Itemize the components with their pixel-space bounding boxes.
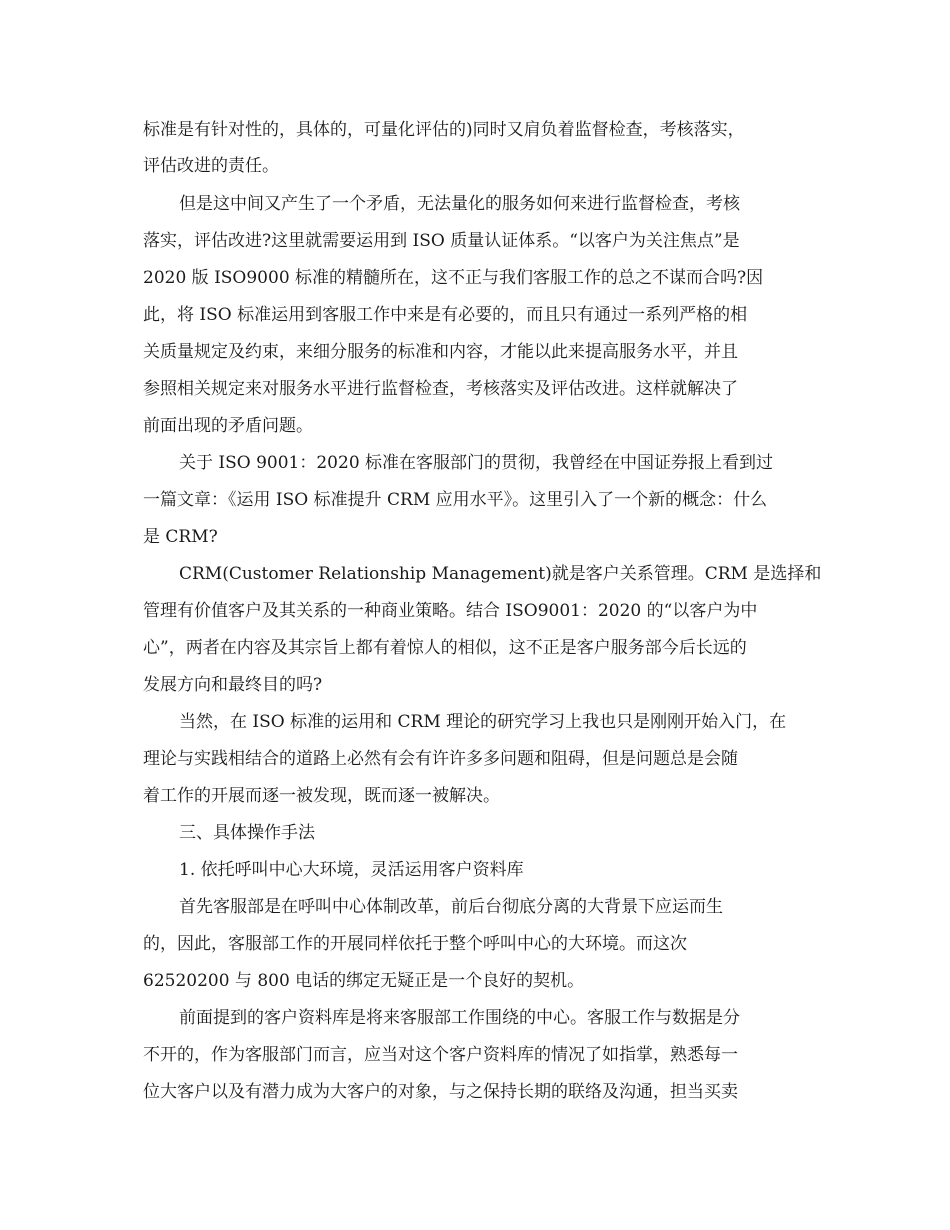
- subsection-heading: 1. 依托呼叫中心大环境，灵活运用客户资料库: [179, 860, 524, 880]
- text-line: 当然，在 ISO 标准的运用和 CRM 理论的研究学习上我也只是刚刚开始入门，在: [179, 712, 787, 732]
- text-line: 此，将 ISO 标准运用到客服工作中来是有必要的，而且只有通过一系列严格的相: [143, 305, 748, 325]
- text-line: 不开的，作为客服部门而言，应当对这个客户资料库的情况了如指掌，熟悉每一: [143, 1045, 738, 1065]
- text-line: 前面提到的客户资料库是将来客服部工作围绕的中心。客服工作与数据是分: [179, 1008, 740, 1028]
- text-line: 心”，两者在内容及其宗旨上都有着惊人的相似，这不正是客户服务部今后长远的: [143, 638, 747, 658]
- text-line: 2020 版 ISO9000 标准的精髓所在，这不正与我们客服工作的总之不谋而合吗?因: [143, 268, 764, 288]
- text-line: 标准是有针对性的，具体的，可量化评估的)同时又肩负着监督检查，考核落实，: [143, 120, 745, 140]
- text-line: 关于 ISO 9001：2020 标准在客服部门的贯彻，我曾经在中国证券报上看到过: [179, 453, 774, 473]
- text-line: 但是这中间又产生了一个矛盾，无法量化的服务如何来进行监督检查，考核: [179, 194, 740, 214]
- section-heading: 三、具体操作手法: [179, 823, 315, 843]
- text-line: 一篇文章：《运用 ISO 标准提升 CRM 应用水平》。这里引入了一个新的概念：什么: [143, 490, 768, 510]
- text-line: 参照相关规定来对服务水平进行监督检查，考核落实及评估改进。这样就解决了: [143, 379, 738, 399]
- text-line: 位大客户以及有潜力成为大客户的对象，与之保持长期的联络及沟通，担当买卖: [143, 1082, 738, 1102]
- text-line: 62520200 与 800 电话的绑定无疑正是一个良好的契机。: [143, 971, 585, 991]
- text-line: 理论与实践相结合的道路上必然有会有许许多多问题和阻碍，但是问题总是会随: [143, 749, 738, 769]
- text-line: 前面出现的矛盾问题。: [143, 416, 313, 436]
- text-line: 着工作的开展而逐一被发现，既而逐一被解决。: [143, 786, 500, 806]
- text-line: 是 CRM?: [143, 527, 218, 547]
- text-line: 管理有价值客户及其关系的一种商业策略。结合 ISO9001：2020 的“以客户为中: [143, 601, 758, 621]
- text-line: 发展方向和最终目的吗?: [143, 675, 323, 695]
- text-line: CRM(Customer Relationship Management)就是客户关系管理。CRM 是选择和: [179, 564, 822, 584]
- text-line: 的，因此，客服部工作的开展同样依托于整个呼叫中心的大环境。而这次: [143, 934, 687, 954]
- text-line: 首先客服部是在呼叫中心体制改革，前后台彻底分离的大背景下应运而生: [179, 897, 723, 917]
- text-line: 评估改进的责任。: [143, 156, 279, 176]
- text-line: 落实，评估改进?这里就需要运用到 ISO 质量认证体系。“以客户为关注焦点”是: [143, 231, 740, 251]
- text-line: 关质量规定及约束，来细分服务的标准和内容，才能以此来提高服务水平，并且: [143, 342, 738, 362]
